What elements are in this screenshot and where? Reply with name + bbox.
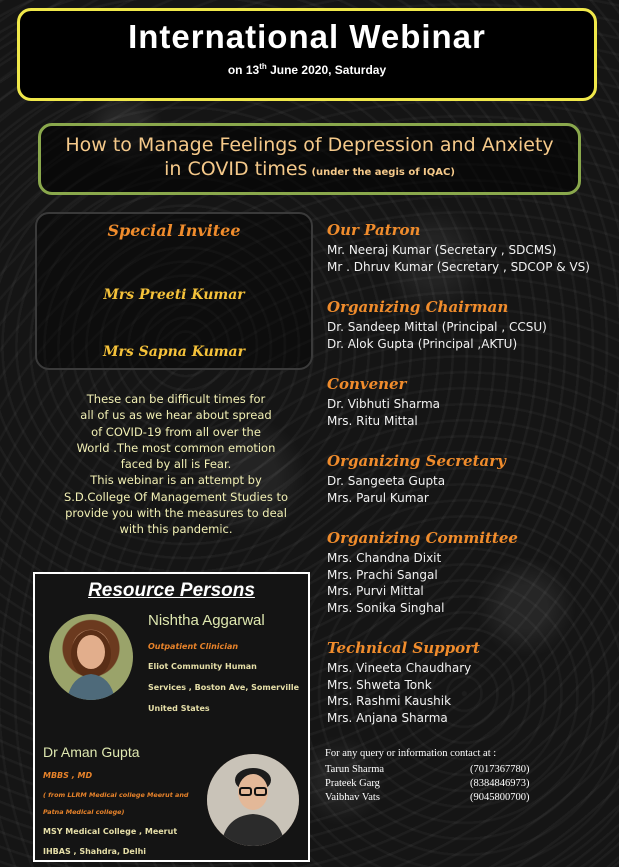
member-name: Mrs. Ritu Mittal — [327, 414, 418, 428]
section-title-organizing-secretary: Organizing Secretary — [327, 452, 506, 470]
speaker-note-line: ( from LLRM Medical college Meerut and — [43, 791, 189, 799]
section-title-convener: Convener — [327, 375, 407, 393]
speaker-name: Dr Aman Gupta — [43, 744, 140, 760]
speaker-name: Nishtha Aggarwal — [148, 612, 265, 629]
person-portrait-icon — [207, 754, 299, 846]
topic-title-line1: How to Manage Feelings of Depression and Anxiety — [65, 134, 554, 156]
description-line: faced by all is Fear. — [120, 457, 232, 472]
member-name: Mrs. Vineeta Chaudhary — [327, 661, 472, 675]
contact-phone: (9045800700) — [470, 792, 530, 803]
topic-note: (under the aegis of IQAC) — [311, 167, 455, 178]
event-date — [20, 62, 594, 77]
speaker-note-line: Patna Medical college) — [43, 808, 125, 816]
member-name: Mrs. Prachi Sangal — [327, 568, 438, 582]
description-line: This webinar is an attempt by — [90, 473, 262, 488]
invitee-name: Mrs Sapna Kumar — [102, 344, 246, 360]
speaker-degree: MBBS , MD — [43, 771, 93, 780]
member-name: Mrs. Shweta Tonk — [327, 678, 432, 692]
section-title-technical-support: Technical Support — [327, 639, 480, 657]
speaker-photo-nishtha — [49, 614, 133, 700]
contact-name: Vaibhav Vats — [325, 792, 380, 803]
description-line: all of us as we hear about spread — [80, 408, 272, 423]
description-line: with this pandemic. — [119, 522, 233, 537]
topic-box — [38, 123, 581, 195]
member-name: Mrs. Purvi Mittal — [327, 584, 424, 598]
member-name: Dr. Sangeeta Gupta — [327, 474, 446, 488]
description-line: World .The most common emotion — [76, 440, 276, 455]
speaker-photo-aman — [207, 754, 299, 846]
member-name: Mrs. Parul Kumar — [327, 491, 429, 505]
member-name: Mr . Dhruv Kumar (Secretary , SDCOP & VS) — [327, 260, 590, 274]
special-invitee-box — [35, 212, 313, 370]
topic-title-line2-text: in COVID times — [164, 158, 308, 180]
section-title-organizing-committee: Organizing Committee — [327, 529, 518, 547]
contact-name: Prateek Garg — [325, 778, 380, 789]
invitee-heading: Special Invitee — [107, 221, 241, 240]
speaker-affiliation-line: IHBAS , Shahdra, Delhi — [43, 847, 147, 856]
member-name: Mrs. Anjana Sharma — [327, 711, 448, 725]
member-name: Dr. Alok Gupta (Principal ,AKTU) — [327, 337, 518, 351]
resource-persons-heading: Resource Persons — [88, 580, 255, 601]
description-line: These can be difficult times for — [86, 392, 266, 406]
member-name: Mrs. Chandna Dixit — [327, 551, 442, 565]
contact-phone: (7017367780) — [470, 764, 530, 775]
description-line: provide you with the measures to deal — [65, 506, 287, 521]
resource-persons-box — [33, 572, 310, 862]
webinar-description — [40, 391, 312, 538]
event-date-suffix: June 2020, Saturday — [266, 63, 387, 77]
topic-title-line2 — [41, 158, 578, 180]
speaker-affiliation-line: United States — [148, 704, 210, 713]
page-title: International Webinar — [128, 18, 486, 55]
member-name: Mr. Neeraj Kumar (Secretary , SDCMS) — [327, 243, 557, 257]
invitee-name: Mrs Preeti Kumar — [103, 287, 245, 303]
contact-heading: For any query or information contact at : — [325, 748, 497, 759]
speaker-role: Outpatient Clinician — [148, 642, 239, 651]
event-date-prefix: on 13 — [227, 63, 260, 77]
member-name: Dr. Sandeep Mittal (Principal , CCSU) — [327, 320, 547, 334]
speaker-affiliation-line: Services , Boston Ave, Somerville — [148, 683, 299, 692]
member-name: Dr. Vibhuti Sharma — [327, 397, 441, 411]
member-name: Mrs. Sonika Singhal — [327, 601, 445, 615]
description-line: of COVID-19 from all over the — [91, 424, 261, 439]
member-name: Mrs. Rashmi Kaushik — [327, 694, 452, 708]
section-title-organizing-chairman: Organizing Chairman — [327, 298, 509, 316]
person-portrait-icon — [49, 614, 133, 700]
contact-name: Tarun Sharma — [325, 764, 385, 775]
event-date-ordinal: th — [259, 62, 267, 71]
description-line: S.D.College Of Management Studies to — [63, 489, 289, 504]
speaker-affiliation-line: MSY Medical College , Meerut — [43, 827, 178, 836]
header-banner — [17, 8, 597, 101]
contact-phone: (8384846973) — [470, 778, 530, 789]
section-title-patron: Our Patron — [327, 221, 421, 239]
speaker-affiliation-line: Eliot Community Human — [148, 662, 257, 671]
